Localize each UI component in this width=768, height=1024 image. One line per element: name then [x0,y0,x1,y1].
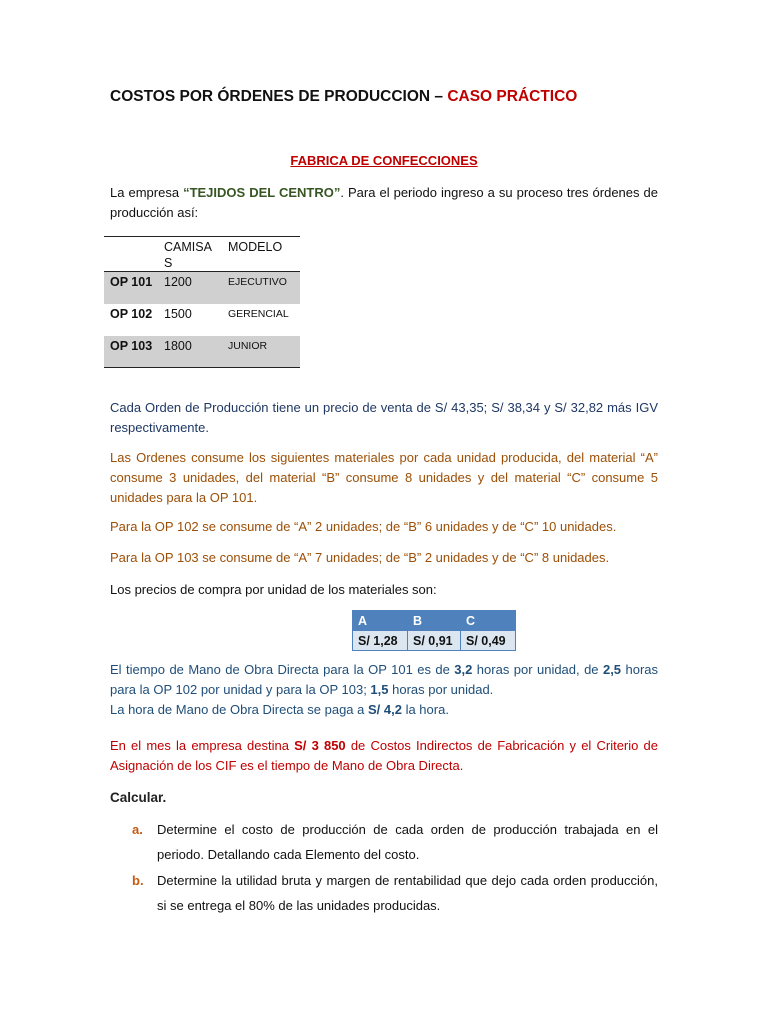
orders-header-blank [104,237,158,272]
labor-text: El tiempo de Mano de Obra Directa para la OP 101 es de [110,662,455,677]
labor-rate-text: La hora de Mano de Obra Directa se paga a [110,702,368,717]
orders-table-header [104,237,300,272]
prices-header-row [353,611,516,631]
intro-paragraph [110,183,658,223]
overhead-text: de Costos Indirectos de Fabricación y el Criterio de Asignación de los CIF es el tiempo de Mano de Obra Directa. [110,738,658,773]
material-prices-table [352,610,516,651]
orders-header-camisas: CAMISAS [158,237,222,272]
order-modelo: EJECUTIVO [222,272,300,304]
orders-table [104,236,300,368]
order-op: OP 101 [104,272,158,304]
document-subtitle: FABRICA DE CONFECCIONES [290,153,478,168]
materials-op102-paragraph: Para la OP 102 se consume de “A” 2 unidades; de “B” 6 unidades y de “C” 10 unidades. [110,519,617,534]
calculate-heading: Calcular. [110,790,167,805]
labor-hours-op102: 2,5 [602,662,622,677]
overhead-paragraph [110,736,658,776]
materials-op103-paragraph: Para la OP 103 se consume de “A” 7 unidades; de “B” 2 unidades y de “C” 8 unidades. [110,550,610,565]
overhead-text: En el mes la empresa destina [110,738,295,753]
price-header-c: C [461,611,516,631]
orders-row [104,304,300,336]
list-marker: b. [132,873,144,888]
labor-text: horas para la OP 102 por unidad y para la OP 103; [110,662,658,697]
price-value-a: S/ 1,28 [353,631,408,651]
intro-company: “TEJIDOS DEL CENTRO” [183,185,341,200]
title-main: COSTOS POR ÓRDENES DE PRODUCCION [110,88,431,105]
price-value-c: S/ 0,49 [461,631,516,651]
labor-hours-op101: 3,2 [454,662,473,677]
materials-op101-paragraph: Las Ordenes consume los siguientes materiales por cada unidad producida, del material “A” consume 3 unidades, del material “B” consume 8 unidades y del material “C” consume 5 unidades para la OP 101. [110,450,658,505]
labor-rate-text: la hora. [401,702,449,717]
intro-post: . Para el periodo ingreso a su proceso tres órdenes de producción así: [110,185,658,220]
title-highlight: CASO PRÁCTICO [447,88,578,105]
order-camisas: 1200 [158,272,222,304]
document-title [110,88,577,106]
price-value-b: S/ 0,91 [408,631,461,651]
overhead-amount: S/ 3 850 [294,738,346,753]
orders-row [104,336,300,368]
list-item [132,817,658,867]
labor-text: horas por unidad, de [472,662,603,677]
labor-hours-op103: 1,5 [370,682,389,697]
material-prices-intro: Los precios de compra por unidad de los materiales son: [110,582,437,597]
orders-header-modelo: MODELO [222,237,300,272]
price-header-b: B [408,611,461,631]
list-item [132,868,658,918]
list-marker: a. [132,822,143,837]
orders-row [104,272,300,304]
order-op: OP 103 [104,336,158,368]
intro-pre: La empresa [110,185,184,200]
selling-price-paragraph: Cada Orden de Producción tiene un precio de venta de S/ 43,35; S/ 38,34 y S/ 32,82 más IGV respectivamente. [110,400,658,435]
title-dash: – [430,88,448,105]
labor-text: horas por unidad. [388,682,494,697]
prices-value-row [353,631,516,651]
order-modelo: JUNIOR [222,336,300,368]
order-op: OP 102 [110,306,153,321]
price-header-a: A [353,611,408,631]
order-camisas: 1800 [158,336,222,368]
labor-rate-value: S/ 4,2 [368,702,402,717]
list-item-text: Determine la utilidad bruta y margen de rentabilidad que dejo cada orden producción, si se entrega el 80% de las unidades producidas. [157,873,658,913]
order-camisas: 1500 [164,306,192,321]
labor-time-paragraph [110,660,658,720]
list-item-text: Determine el costo de producción de cada orden de producción trabajada en el periodo. Detallando cada Elemento del costo. [157,822,658,862]
order-modelo: GERENCIAL [228,307,289,320]
